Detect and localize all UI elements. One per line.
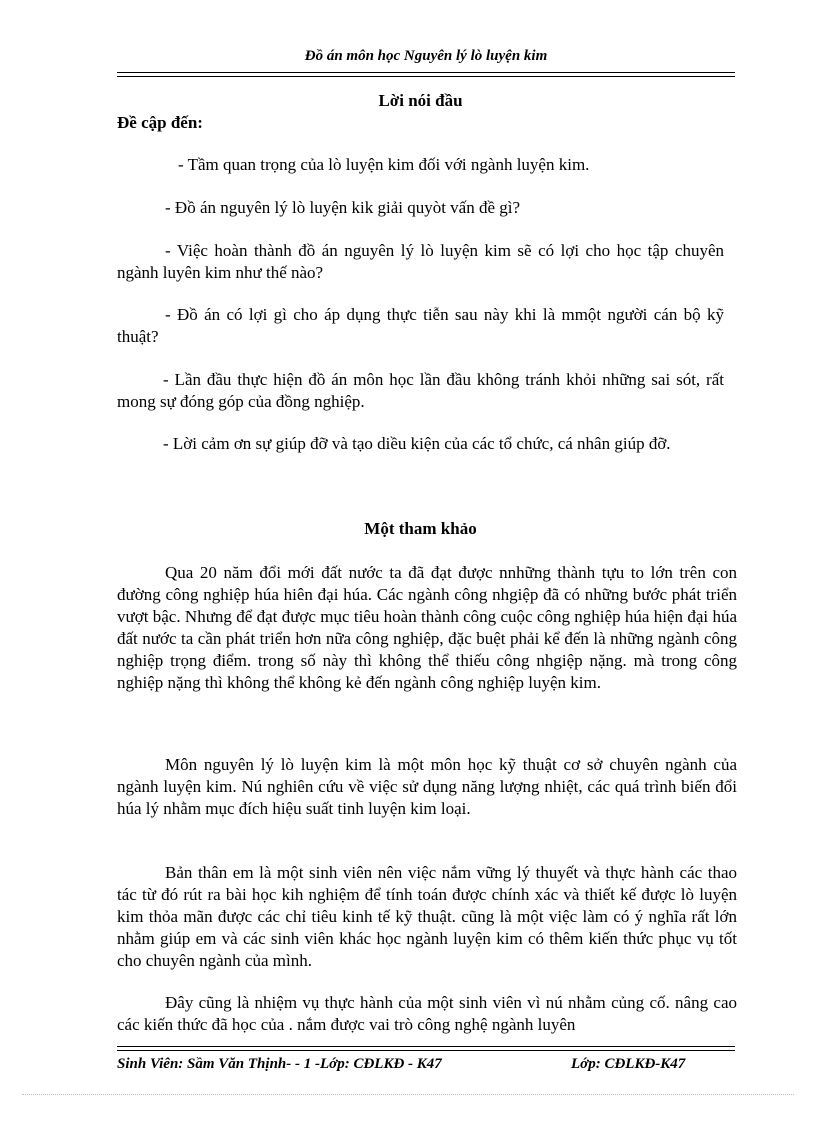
footer-student-info: Sinh Viên: Sầm Văn Thịnh- - 1 -Lớp: CĐLKĐ - K47	[117, 1056, 442, 1072]
preface-intro: Đề cập đến:	[117, 113, 203, 132]
footer-rule-bottom	[117, 1050, 735, 1051]
preface-item: - Lần đầu thực hiện đồ án môn học lần đầu không tránh khỏi những sai sót, rất mong sự đóng góp của đồng nghiệp.	[117, 370, 724, 411]
footer-class-info: Lớp: CĐLKĐ-K47	[571, 1056, 686, 1072]
footer-rule-top	[117, 1046, 735, 1047]
reference-paragraph: Bản thân em là một sinh viên nên việc nắm vững lý thuyết và thực hành các thao tác từ đó rút ra bài học kih nghiệm để tính toán được chính xác và thiết kế được lò luyện kim thỏa mãn được các chỉ tiêu kinh tế kỹ thuật. cũng là một việc làm có ý nghĩa rất lớn nhằm giúp em và các sinh viên khác học ngành luyện kim có thêm kiến thức phục vụ tốt cho chuyên ngành của mình.	[117, 863, 737, 970]
preface-item: - Việc hoàn thành đồ án nguyên lý lò luyện kim sẽ có lợi cho học tập chuyên ngành luyên kim như thế nào?	[117, 241, 724, 282]
preface-item: - Lời cảm ơn sự giúp đỡ và tạo diều kiện của các tổ chức, cá nhân giúp đỡ.	[163, 434, 671, 453]
preface-item: - Tầm quan trọng của lò luyện kim đối với ngành luyện kim.	[178, 155, 590, 174]
reference-paragraph: Đây cũng là nhiệm vụ thực hành của một sinh viên vì nú nhằm củng cố. nâng cao các kiến thức đã học của . nắm được vai trò công nghệ ngành luyên	[117, 993, 737, 1034]
preface-item: - Đồ án có lợi gì cho áp dụng thực tiễn sau này khi là mmột người cán bộ kỹ thuật?	[117, 305, 724, 346]
reference-paragraph: Môn nguyên lý lò luyện kim là một môn học kỹ thuật cơ sở chuyên ngành của ngành luyện kim. Nú nghiên cứu về việc sử dụng năng lượng nhiệt, các quá trình biến đổi húa lý nhằm mục đích hiệu suất tinh luyện kim loại.	[117, 755, 737, 818]
reference-title: Một tham khảo	[364, 519, 477, 538]
running-footer	[117, 1056, 735, 1073]
header-rule-bottom	[117, 76, 735, 77]
reference-paragraph: Qua 20 năm đổi mới đất nước ta đã đạt được nnhững thành tựu to lớn trên con đường công nghiệp húa hiên đại húa. Các ngành công nhgiệp đã có những bước phát triển vượt bậc. Nhưng để đạt được mục tiêu hoàn thành công cuộc công nghiệp húa hiện đại húa đất nước ta cần phát triển hơn nữa công nghiệp, đặc buệt phải kể đến là những ngành công nghiệp trọng điểm. trong số này thì không thể thiếu công nhgiệp nặng. mà trong công nghiệp nặng thì không thể không kẻ đến ngành công nghiệp luyện kim.	[117, 563, 737, 692]
running-header: Đồ án môn học Nguyên lý lò luyện kim	[304, 48, 548, 64]
page-boundary	[22, 1094, 794, 1095]
preface-title: Lời nói đầu	[378, 91, 463, 110]
header-rule-top	[117, 72, 735, 73]
preface-item: - Đồ án nguyên lý lò luyện kik giải quyòt vấn đề gì?	[165, 198, 521, 217]
